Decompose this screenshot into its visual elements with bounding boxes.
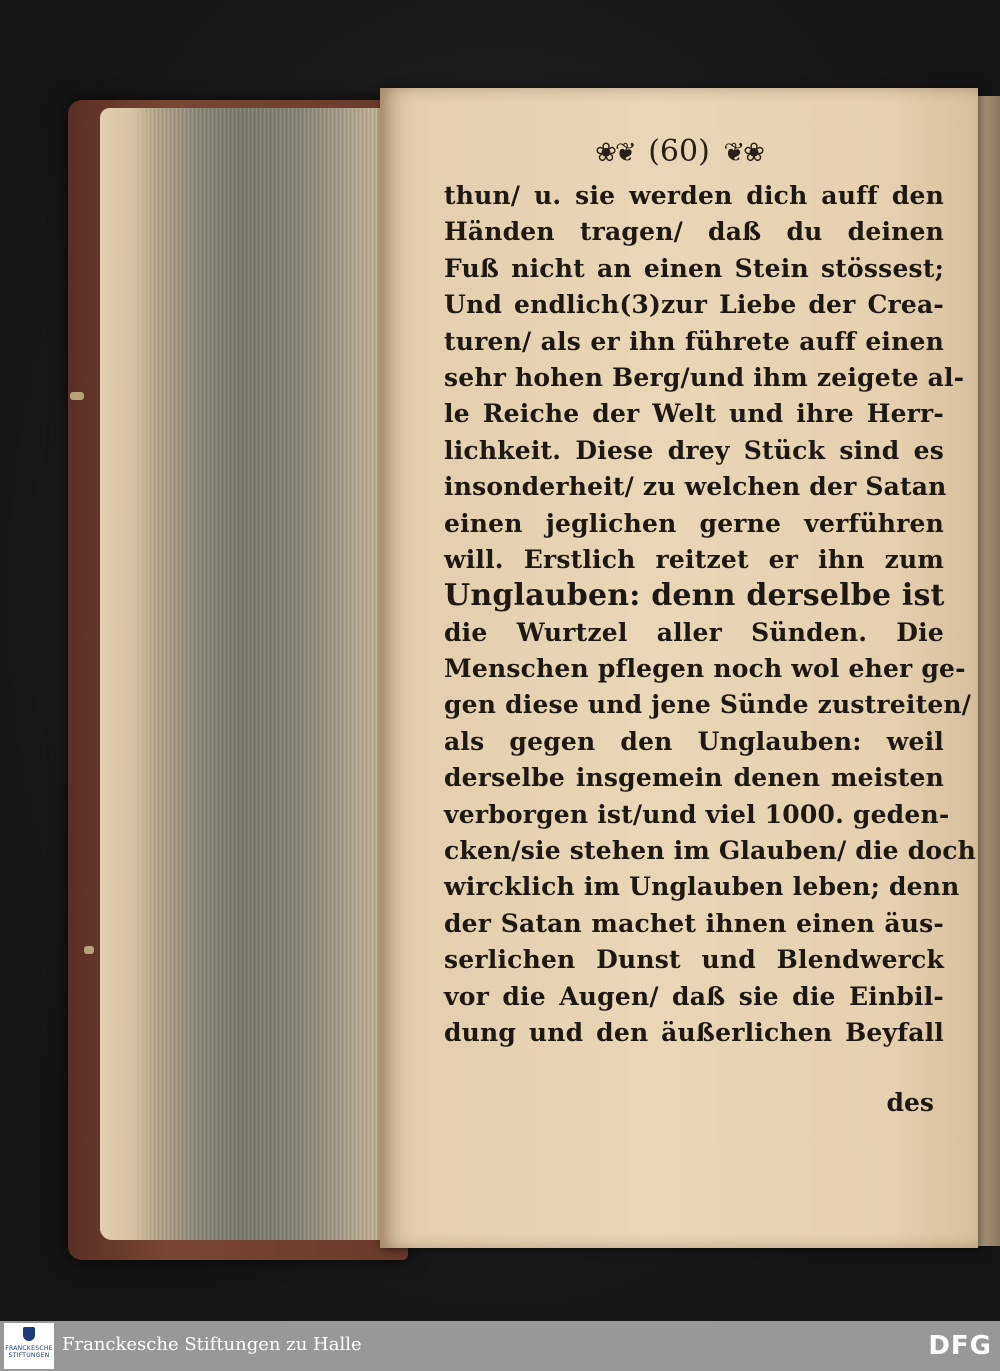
- text-line: cken/sie stehen im Glauben/ die doch: [444, 836, 977, 866]
- text-line: als gegen den Unglauben: weil: [444, 726, 944, 756]
- text-line: gen diese und jene Sünde zustreiten/: [444, 690, 972, 720]
- text-line: insonderheit/ zu welchen der Satan: [444, 472, 947, 502]
- text-line: Menschen pflegen noch wol eher ge-: [444, 654, 966, 684]
- text-line: wircklich im Unglauben leben; denn: [444, 872, 960, 902]
- text-line: dung und den äußerlichen Beyfall: [444, 1017, 944, 1047]
- text-line: le Reiche der Welt und ihre Herr-: [444, 399, 944, 429]
- book-page: [380, 88, 978, 1248]
- dfg-logo[interactable]: DFG: [928, 1331, 992, 1361]
- logo-text: FRANCKESCHE STIFTUNGEN: [5, 1345, 53, 1359]
- header-ornament-right: ❦❀: [723, 138, 763, 168]
- text-line: vor die Augen/ daß sie die Einbil-: [444, 981, 944, 1011]
- text-line: die Wurtzel aller Sünden. Die: [444, 617, 944, 647]
- text-line: derselbe insgemein denen meisten: [444, 763, 944, 793]
- text-line: Händen tragen/ daß du deinen: [444, 217, 944, 247]
- text-line: verborgen ist/und viel 1000. geden-: [444, 799, 950, 829]
- clasp-pin: [84, 946, 94, 954]
- text-line: thun/ u. sie werden dich auff den: [444, 181, 944, 210]
- text-line: der Satan machet ihnen einen äus-: [444, 908, 944, 938]
- text-line: sehr hohen Berg/und ihm zeigete al-: [444, 362, 965, 392]
- text-line: lichkeit. Diese drey Stück sind es: [444, 435, 944, 465]
- text-line: Fuß nicht an einen Stein stössest;: [444, 253, 944, 283]
- header-ornament-left: ❀❦: [595, 138, 635, 168]
- text-line: serlichen Dunst und Blendwerck: [444, 945, 944, 975]
- catchword: des: [886, 1088, 934, 1117]
- text-line: einen jeglichen gerne verführen: [444, 508, 944, 538]
- page-number: (60): [648, 134, 710, 169]
- text-line: Und endlich(3)zur Liebe der Crea-: [444, 290, 944, 320]
- clasp-pin: [70, 392, 84, 400]
- text-line: will. Erstlich reitzet er ihn zum: [444, 544, 944, 574]
- page-header: [380, 134, 978, 169]
- institution-name: Franckesche Stiftungen zu Halle: [62, 1334, 362, 1355]
- page-edges: [100, 108, 385, 1240]
- franckesche-logo[interactable]: [4, 1323, 54, 1369]
- footer-bar: [0, 1321, 1000, 1371]
- text-line: Unglauben: denn derselbe ist: [444, 578, 945, 614]
- text-line: turen/ als er ihn führete auff einen: [444, 326, 944, 356]
- page-text: [444, 178, 977, 1051]
- building-icon: [23, 1327, 35, 1341]
